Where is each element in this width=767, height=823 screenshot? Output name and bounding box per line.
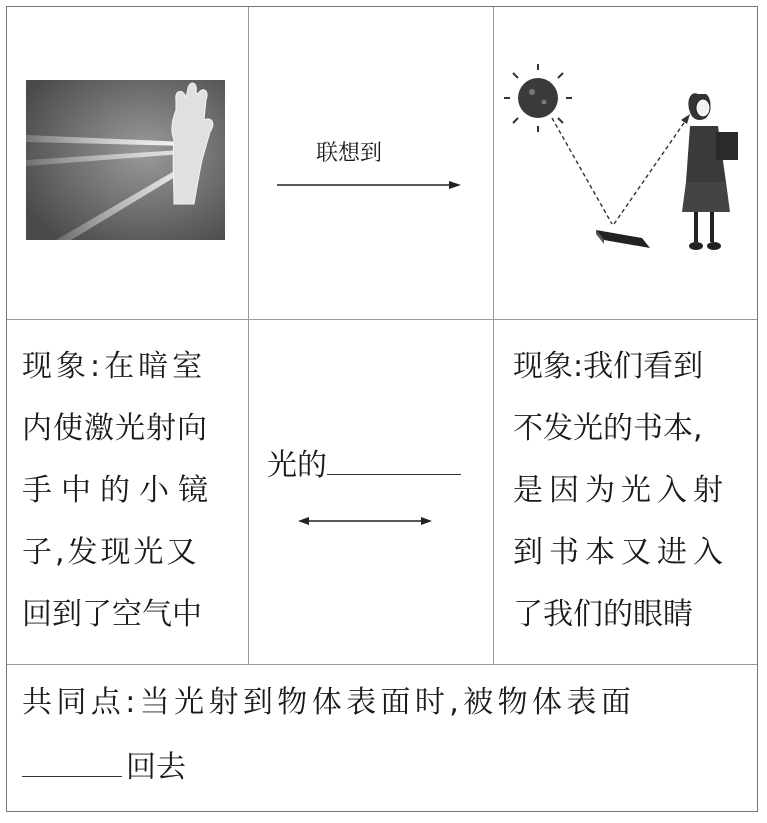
text-line: 内使激光射向 (22, 411, 208, 446)
row-divider-1 (7, 319, 757, 320)
laser-mirror-photo (26, 80, 225, 240)
fill-in-blank (22, 776, 122, 777)
light-blank-line (267, 446, 461, 486)
sun-book-girl-illustration (500, 62, 750, 257)
text-line: 到书本又进入 (513, 535, 729, 570)
common-point-line1: 共同点:当光射到物体表面时,被物体表面 (22, 685, 636, 720)
fill-in-blank (327, 474, 461, 475)
text-line: 不发光的书本, (513, 411, 703, 446)
text-line: 子,发现光又 (22, 535, 200, 570)
row-divider-2 (7, 664, 757, 665)
text-line: 回到了空气中 (22, 597, 202, 632)
common-point-line2 (22, 748, 186, 788)
text-line: 是因为光入射 (513, 473, 729, 508)
text-line: 现象:我们看到 (513, 349, 704, 384)
double-arrow (298, 514, 432, 528)
return-suffix: 回去 (126, 750, 186, 785)
column-divider-2 (493, 7, 494, 664)
right-arrow (277, 178, 462, 192)
light-prefix: 光的 (267, 448, 327, 483)
column-divider-1 (248, 7, 249, 664)
text-line: 手中的小镜 (22, 473, 217, 508)
text-line: 现象:在暗室 (22, 349, 207, 384)
associate-label: 联想到 (316, 141, 383, 166)
sun-icon (504, 64, 572, 132)
right-phenomenon-text (513, 336, 753, 646)
text-line: 了我们的眼睛 (513, 597, 693, 632)
girl-figure (682, 93, 738, 250)
book-icon (596, 230, 650, 248)
left-phenomenon-text (22, 336, 242, 646)
